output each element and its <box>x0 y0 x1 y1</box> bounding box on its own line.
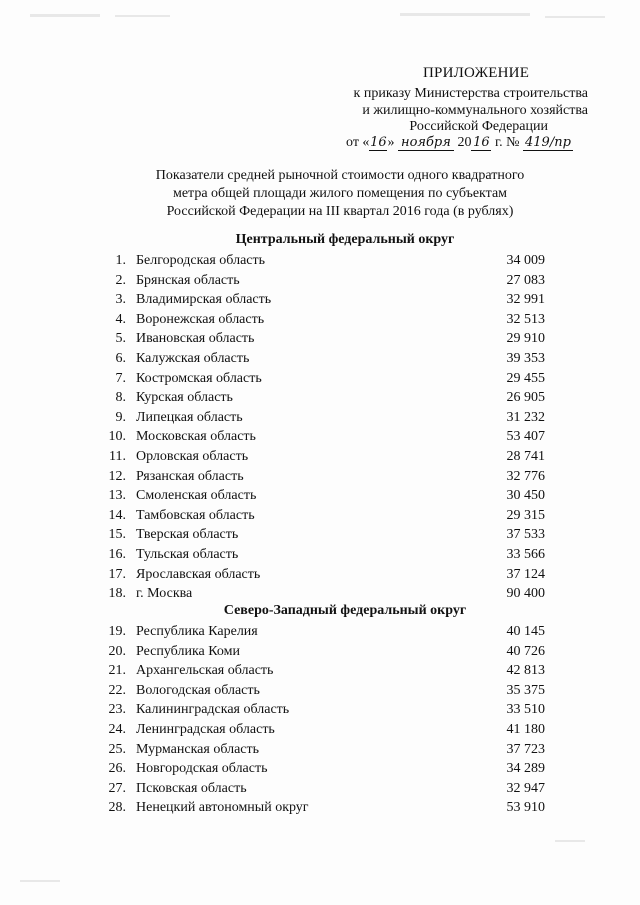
region-name: Республика Коми <box>136 643 240 659</box>
order-year-handwritten: 16 <box>473 135 490 150</box>
table-row <box>0 720 640 739</box>
region-name: Воронежская область <box>136 311 265 327</box>
order-month-sep: » <box>387 135 395 150</box>
price-value: 31 232 <box>506 409 545 425</box>
row-number: 4. <box>115 311 126 327</box>
table-row <box>0 740 640 759</box>
section-heading-central: Центральный федеральный округ <box>235 232 455 247</box>
region-name: Тверская область <box>136 527 239 543</box>
order-number-handwritten: 419/пр <box>523 136 573 151</box>
region-name: Орловская область <box>136 449 249 464</box>
table-row <box>0 506 640 525</box>
scan-noise <box>400 13 530 16</box>
row-number: 16. <box>108 547 126 562</box>
price-value: 41 180 <box>506 722 545 737</box>
annex-line-1: к приказу Министерства строительства <box>353 86 588 101</box>
order-day-handwritten: 16 <box>370 135 387 150</box>
price-value: 34 009 <box>506 253 545 268</box>
row-number: 21. <box>108 663 126 679</box>
price-value: 28 741 <box>506 449 545 464</box>
price-value: 27 083 <box>506 272 545 288</box>
region-name: Тамбовская область <box>136 507 255 523</box>
table-row <box>0 584 640 603</box>
price-value: 53 910 <box>506 800 545 816</box>
region-name: Калининградская область <box>136 702 290 718</box>
table-row <box>0 642 640 661</box>
table-row <box>0 661 640 680</box>
price-value: 32 776 <box>506 468 545 484</box>
order-year-prefix: 20 <box>453 135 472 150</box>
row-number: 22. <box>108 682 126 698</box>
row-number: 27. <box>108 780 126 796</box>
table-row <box>0 779 640 798</box>
price-value: 37 723 <box>506 741 545 757</box>
table-row <box>0 388 640 407</box>
row-number: 6. <box>115 351 126 366</box>
region-name: Липецкая область <box>136 409 243 425</box>
table-row <box>0 565 640 584</box>
region-name: г. Москва <box>136 586 193 602</box>
table-row <box>0 545 640 564</box>
table-row <box>0 622 640 641</box>
price-value: 39 353 <box>506 351 545 366</box>
order-number-prefix: г. № <box>491 135 523 150</box>
table-row <box>0 271 640 290</box>
region-name: Новгородская область <box>136 761 268 777</box>
price-value: 53 407 <box>506 429 545 445</box>
table-row <box>0 447 640 466</box>
annex-line-2: и жилищно-коммунального хозяйства <box>362 103 588 118</box>
table-row <box>0 467 640 486</box>
price-value: 32 513 <box>506 311 545 327</box>
price-value: 32 947 <box>506 780 545 796</box>
price-value: 29 455 <box>506 370 545 386</box>
region-name: Тульская область <box>136 547 239 562</box>
row-number: 14. <box>108 507 126 523</box>
price-value: 32 991 <box>506 292 545 308</box>
row-number: 28. <box>108 800 126 816</box>
order-prefix: от « <box>346 135 370 150</box>
price-value: 33 510 <box>506 702 545 718</box>
row-number: 20. <box>108 643 126 659</box>
region-name: Калужская область <box>136 351 250 366</box>
table-row <box>0 700 640 719</box>
row-number: 17. <box>108 566 126 582</box>
price-value: 40 145 <box>506 624 545 639</box>
row-number: 1. <box>115 253 126 268</box>
document-title <box>140 167 540 221</box>
price-value: 30 450 <box>506 488 545 504</box>
order-date-number <box>346 135 573 151</box>
scan-noise <box>545 16 605 18</box>
region-name: Московская область <box>136 429 256 445</box>
section-heading-northwest: Северо-Западный федеральный округ <box>223 603 467 618</box>
region-name: Вологодская область <box>136 682 260 698</box>
table-row <box>0 290 640 309</box>
price-value: 40 726 <box>506 643 545 659</box>
region-name: Ненецкий автономный округ <box>136 800 309 816</box>
region-name: Брянская область <box>136 272 240 288</box>
price-value: 90 400 <box>506 586 545 602</box>
table-row <box>0 427 640 446</box>
region-name: Псковская область <box>136 780 247 796</box>
region-name: Ленинградская область <box>136 722 275 737</box>
row-number: 18. <box>108 586 126 602</box>
row-number: 8. <box>115 390 126 406</box>
price-value: 29 910 <box>506 331 545 347</box>
region-name: Мурманская область <box>136 741 260 757</box>
region-name: Белгородская область <box>136 253 266 268</box>
price-value: 37 124 <box>506 566 545 582</box>
region-name: Костромская область <box>136 370 262 386</box>
row-number: 25. <box>108 741 126 757</box>
price-value: 26 905 <box>506 390 545 406</box>
document-title-line-3: Российской Федерации на III квартал 2016 года (в рублях) <box>166 204 514 219</box>
document-title-line-1: Показатели средней рыночной стоимости одного квадратного <box>155 168 525 183</box>
region-name: Республика Карелия <box>136 624 258 639</box>
table-row <box>0 681 640 700</box>
annex-title: ПРИЛОЖЕНИЕ <box>423 65 530 81</box>
table-row <box>0 486 640 505</box>
row-number: 10. <box>108 429 126 445</box>
row-number: 19. <box>108 624 126 639</box>
row-number: 15. <box>108 527 126 543</box>
row-number: 26. <box>108 761 126 777</box>
row-number: 7. <box>115 370 126 386</box>
table-row <box>0 329 640 348</box>
row-number: 24. <box>108 722 126 737</box>
table-row <box>0 349 640 368</box>
table-row <box>0 310 640 329</box>
row-number: 11. <box>109 449 126 464</box>
row-number: 5. <box>115 331 126 347</box>
table-row <box>0 525 640 544</box>
price-value: 35 375 <box>506 682 545 698</box>
table-row <box>0 798 640 817</box>
region-name: Ярославская область <box>136 566 261 582</box>
document-title-line-2: метра общей площади жилого помещения по субъектам <box>172 186 508 201</box>
price-value: 29 315 <box>506 507 545 523</box>
annex-line-3: Российской Федерации <box>409 119 548 134</box>
region-name: Ивановская область <box>136 331 255 347</box>
order-month-handwritten: ноября <box>398 136 454 151</box>
row-number: 13. <box>108 488 126 504</box>
region-name: Рязанская область <box>136 468 244 484</box>
region-name: Курская область <box>136 390 233 406</box>
price-value: 34 289 <box>506 761 545 777</box>
table-row <box>0 251 640 270</box>
scan-noise <box>20 880 60 882</box>
scan-noise <box>115 15 170 17</box>
row-number: 12. <box>108 468 126 484</box>
table-row <box>0 408 640 427</box>
row-number: 3. <box>115 292 126 308</box>
row-number: 9. <box>115 409 126 425</box>
scan-noise <box>30 14 100 17</box>
table-row <box>0 369 640 388</box>
region-name: Архангельская область <box>136 663 274 679</box>
row-number: 2. <box>115 272 126 288</box>
region-name: Смоленская область <box>136 488 257 504</box>
price-value: 37 533 <box>506 527 545 543</box>
price-value: 33 566 <box>506 547 545 562</box>
table-row <box>0 759 640 778</box>
region-name: Владимирская область <box>136 292 272 308</box>
scan-noise <box>555 840 585 842</box>
price-value: 42 813 <box>506 663 545 679</box>
row-number: 23. <box>108 702 126 718</box>
